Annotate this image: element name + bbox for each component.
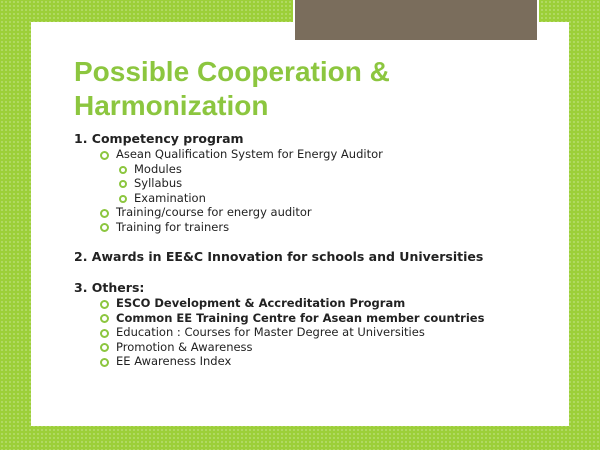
list-item-label: EE Awareness Index bbox=[116, 354, 232, 368]
bullet-circle-icon bbox=[100, 209, 109, 218]
list-item-label: Asean Qualification System for Energy Auditor bbox=[116, 147, 383, 161]
list-item-label: ESCO Development & Accreditation Program bbox=[116, 296, 406, 310]
list-item-label: Common EE Training Centre for Asean member countries bbox=[116, 310, 485, 325]
list-item-esco bbox=[74, 296, 554, 311]
bullet-circle-icon bbox=[100, 300, 109, 309]
list-item-education bbox=[74, 325, 554, 340]
list-item-examination bbox=[74, 191, 554, 206]
bullet-circle-icon bbox=[100, 223, 109, 232]
list-item-syllabus bbox=[74, 176, 554, 191]
list-item-label: Examination bbox=[134, 190, 206, 205]
bullet-circle-icon bbox=[100, 329, 109, 338]
bullet-circle-icon bbox=[119, 166, 127, 174]
bullet-circle-icon bbox=[100, 314, 109, 323]
list-item-label: Syllabus bbox=[134, 176, 183, 190]
slide-body bbox=[74, 131, 554, 369]
bullet-circle-icon bbox=[100, 343, 109, 352]
header-decoration-block bbox=[293, 0, 539, 42]
list-item-training-centre bbox=[74, 311, 554, 326]
list-item-label: Training/course for energy auditor bbox=[116, 205, 312, 219]
bullet-circle-icon bbox=[100, 358, 109, 367]
list-item-awareness-index bbox=[74, 354, 554, 369]
section-heading-awards: 2. Awards in EE&C Innovation for schools and Universities bbox=[74, 249, 484, 264]
bullet-circle-icon bbox=[119, 180, 127, 188]
bullet-circle-icon bbox=[119, 195, 127, 203]
section-heading-others: 3. Others: bbox=[74, 280, 145, 295]
list-item-training-trainers bbox=[74, 220, 554, 235]
section-heading-competency: 1. Competency program bbox=[74, 131, 244, 146]
list-item-modules bbox=[74, 162, 554, 177]
list-item-aqs bbox=[74, 147, 554, 162]
list-item-label: Training for trainers bbox=[116, 219, 230, 234]
slide-title: Possible Cooperation & Harmonization bbox=[74, 56, 390, 121]
list-item-label: Education : Courses for Master Degree at Universities bbox=[116, 325, 425, 339]
list-item-training-course bbox=[74, 205, 554, 220]
list-item-promotion bbox=[74, 340, 554, 355]
list-item-label: Promotion & Awareness bbox=[116, 339, 253, 354]
bullet-circle-icon bbox=[100, 151, 109, 160]
list-item-label: Modules bbox=[134, 161, 182, 176]
